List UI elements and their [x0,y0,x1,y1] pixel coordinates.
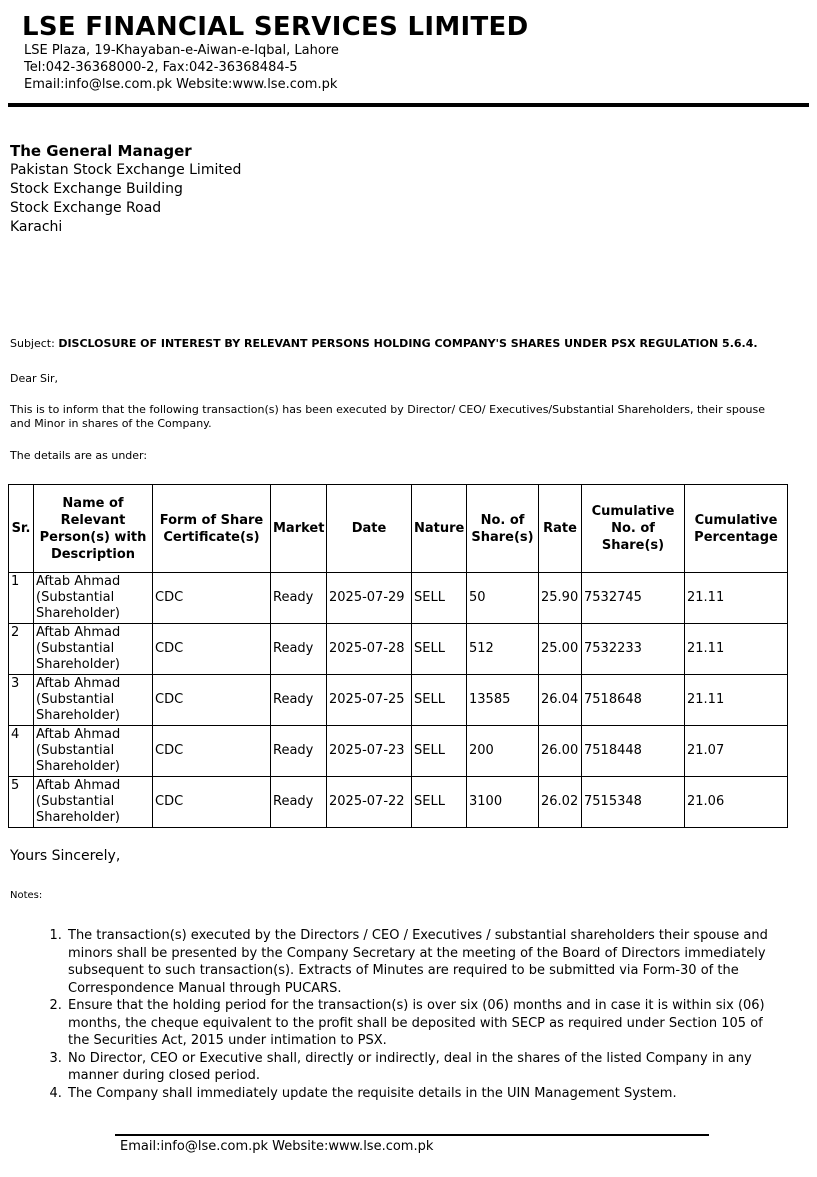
transactions-table [8,484,788,828]
table-cell: 2025-07-22 [327,777,412,828]
addressee-line: Pakistan Stock Exchange Limited [10,162,242,178]
table-cell: Aftab Ahmad (Substantial Shareholder) [34,777,153,828]
note-item: 4. The Company shall immediately update the requisite details in the UIN Management System. [66,1085,788,1103]
table-header-cell: No. of Share(s) [467,485,539,573]
table-cell: CDC [153,675,271,726]
table-header-cell: Nature [412,485,467,573]
subject-text: DISCLOSURE OF INTEREST BY RELEVANT PERSONS HOLDING COMPANY'S SHARES UNDER PSX REGULATION 5.6.4. [58,337,758,350]
addressee-lines [10,161,809,237]
notes-list [8,927,788,1102]
table-cell: Ready [271,573,327,624]
table-cell: 3 [9,675,34,726]
table-cell: Aftab Ahmad (Substantial Shareholder) [34,726,153,777]
table-cell: 25.90 [539,573,582,624]
table-cell: 50 [467,573,539,624]
table-header-cell: Name of Relevant Person(s) with Description [34,485,153,573]
letterhead [8,8,809,107]
table-row [9,573,788,624]
salutation: Dear Sir, [10,372,59,385]
table-cell: 2025-07-28 [327,624,412,675]
table-cell: 2025-07-23 [327,726,412,777]
table-header-row [9,485,788,573]
table-cell: SELL [412,573,467,624]
intro-paragraph: This is to inform that the following transaction(s) has been executed by Director/ CEO/ Executives/Substantial Shareholders, their spouse and Minor in shares of the Company. [10,403,766,430]
table-cell: Ready [271,777,327,828]
table-cell: 2025-07-25 [327,675,412,726]
subject-label: Subject: [10,337,55,350]
footer [0,1134,817,1154]
table-cell: SELL [412,777,467,828]
subject-row [8,337,809,350]
table-header-cell: Cumulative Percentage [685,485,788,573]
table-cell: Ready [271,624,327,675]
company-phones: Tel:042-36368000-2, Fax:042-36368484-5 [24,60,298,75]
table-cell: 2 [9,624,34,675]
table-cell: 2025-07-29 [327,573,412,624]
table-cell: 7532233 [582,624,685,675]
addressee-line: Karachi [10,219,63,235]
table-header-cell: Form of Share Certificate(s) [153,485,271,573]
table-header-cell: Market [271,485,327,573]
table-cell: CDC [153,726,271,777]
addressee-line: Stock Exchange Building [10,181,183,197]
table-cell: SELL [412,675,467,726]
table-cell: 7515348 [582,777,685,828]
notes-label: Notes: [10,890,43,901]
table-cell: CDC [153,573,271,624]
table-cell: 26.02 [539,777,582,828]
table-cell: CDC [153,777,271,828]
table-head [9,485,788,573]
company-name: LSE FINANCIAL SERVICES LIMITED [22,12,529,42]
table-body [9,573,788,828]
table-cell: 200 [467,726,539,777]
table-row [9,675,788,726]
table-cell: Aftab Ahmad (Substantial Shareholder) [34,624,153,675]
addressee-line: Stock Exchange Road [10,200,162,216]
table-cell: 21.11 [685,573,788,624]
addressee-title: The General Manager [10,142,192,160]
details-line: The details are as under: [10,449,148,462]
table-cell: 26.00 [539,726,582,777]
note-item: 3. No Director, CEO or Executive shall, directly or indirectly, deal in the shares of the listed Company in any manner during closed period. [66,1050,788,1085]
table-cell: Aftab Ahmad (Substantial Shareholder) [34,675,153,726]
note-item: 2. Ensure that the holding period for the transaction(s) is over six (06) months and in case it is within six (06) months, the cheque equivalent to the profit shall be deposited with SECP as required under Section 105 of the Securities Act, 2015 under intimation to PSX. [66,997,788,1050]
table-cell: 7518448 [582,726,685,777]
table-cell: 4 [9,726,34,777]
table-cell: 1 [9,573,34,624]
table-header-cell: Date [327,485,412,573]
table-header-cell: Cumulative No. of Share(s) [582,485,685,573]
table-header-cell: Rate [539,485,582,573]
table-cell: Ready [271,675,327,726]
table-row [9,777,788,828]
table-cell: CDC [153,624,271,675]
table-cell: 21.07 [685,726,788,777]
table-cell: 26.04 [539,675,582,726]
table-cell: 7518648 [582,675,685,726]
note-item: 1. The transaction(s) executed by the Directors / CEO / Executives / substantial shareholders their spouse and minors shall be presented by the Company Secretary at the meeting of the Board of Directors immediately subsequent to such transaction(s). Extracts of Minutes are required to be submitted via Form-30 of the Correspondence Manual through PUCARS. [66,927,788,997]
table-header-cell: Sr. [9,485,34,573]
table-cell: 5 [9,777,34,828]
company-email-web: Email:info@lse.com.pk Website:www.lse.com.pk [24,77,338,92]
addressee-block [8,141,809,237]
table-cell: 7532745 [582,573,685,624]
company-address: LSE Plaza, 19-Khayaban-e-Aiwan-e-Iqbal, Lahore [24,43,339,58]
table-cell: 25.00 [539,624,582,675]
table-cell: SELL [412,726,467,777]
table-cell: 21.06 [685,777,788,828]
closing-line: Yours Sincerely, [10,848,121,864]
table-cell: 13585 [467,675,539,726]
footer-divider [115,1134,709,1136]
table-cell: 512 [467,624,539,675]
header-divider [8,103,809,107]
table-cell: Ready [271,726,327,777]
table-cell: SELL [412,624,467,675]
table-cell: 21.11 [685,624,788,675]
footer-email-web: Email:info@lse.com.pk Website:www.lse.com.pk [120,1139,434,1154]
table-row [9,726,788,777]
table-row [9,624,788,675]
table-cell: 21.11 [685,675,788,726]
table-cell: 3100 [467,777,539,828]
table-cell: Aftab Ahmad (Substantial Shareholder) [34,573,153,624]
